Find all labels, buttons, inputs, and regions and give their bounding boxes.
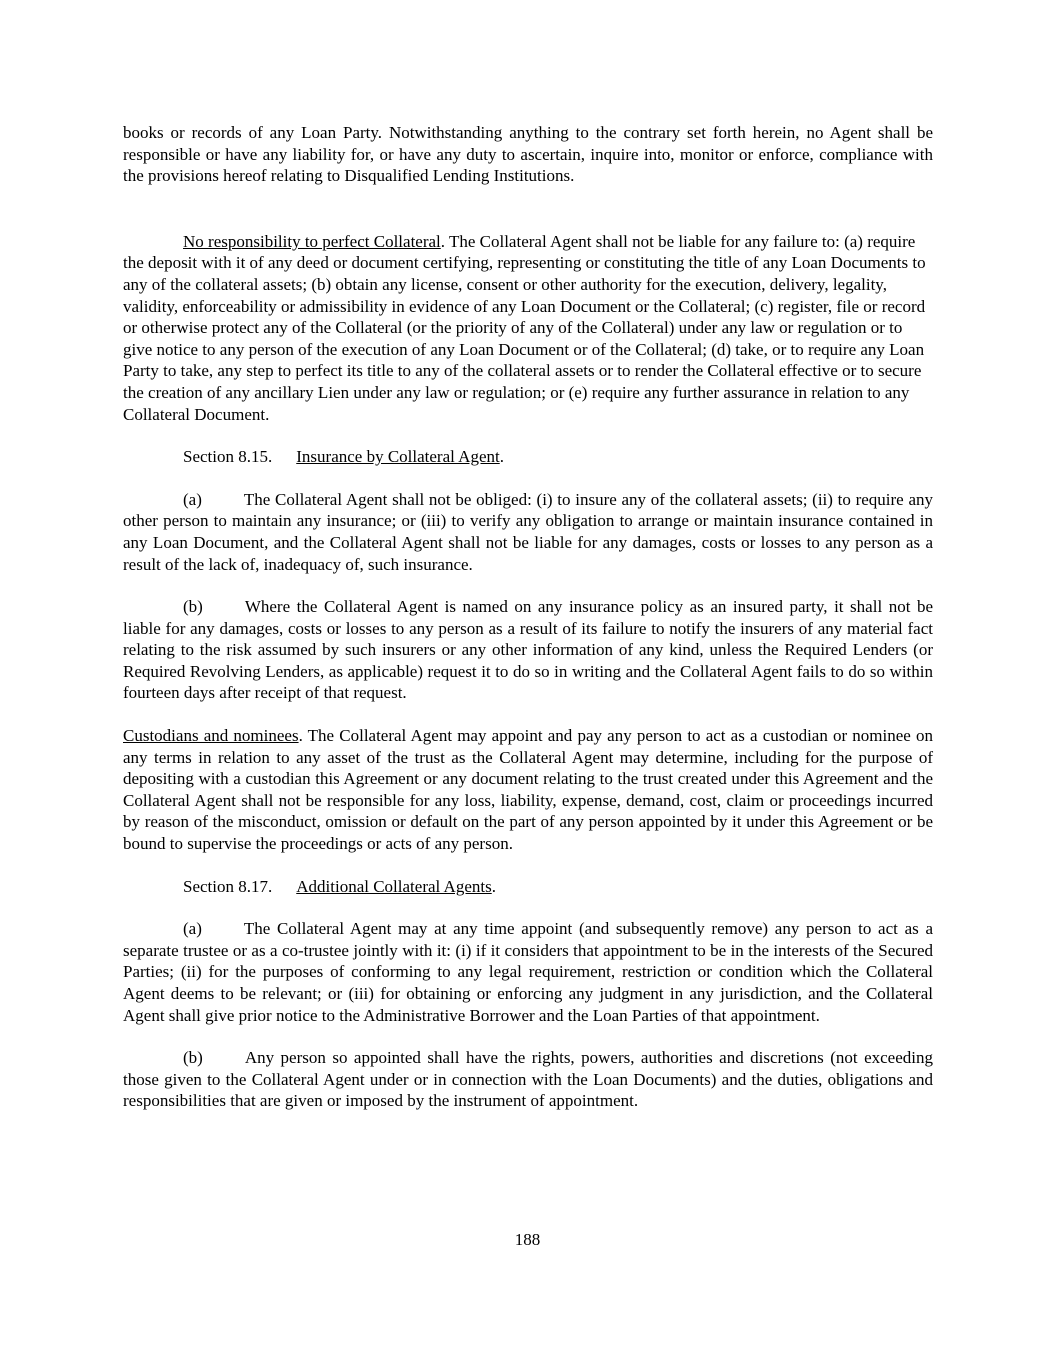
paragraph-8-17-a [123, 918, 933, 1026]
section-title-period: . [491, 876, 496, 896]
list-marker: (a) [183, 489, 202, 509]
list-marker: (b) [183, 597, 203, 617]
section-title-underlined: Additional Collateral Agents [296, 876, 492, 896]
paragraph-body-text: . The Collateral Agent may appoint and pay any person to act as a custodian or nominee on any terms in relation to any asset of the trust as the Collateral Agent may determine, including for the purpose of depositing with a custodian this Agreement or any document relating to the trust created under this Agreement and the Collateral Agent shall not be responsible for any loss, liability, expense, demand, cost, claim or proceedings incurred by reason of the misconduct, omission or default on the part of any person appointed by it under this Agreement or be bound to supervise the proceedings or acts of any person. [123, 726, 934, 854]
list-marker: (a) [183, 919, 202, 939]
paragraph-lead-underlined: Custodians and nominees [123, 726, 299, 746]
paragraph-body-text: The Collateral Agent shall not be obliged: (i) to insure any of the collateral assets; (ii) to require any other person to maintain any insurance; or (iii) to verify any obligation to arrange or maintain insurance contained in any Loan Document, and the Collateral Agent shall not be liable for any damages, costs or losses to any person as a result of the lack of, inadequacy of, such insurance. [123, 489, 933, 574]
paragraph-continuation: books or records of any Loan Party. Notwithstanding anything to the contrary set forth herein, no Agent shall be responsible or have any liability for, or have any duty to ascertain, inquire into, monitor or enforce, compliance with the provisions hereof relating to Disqualified Lending Institutions. [123, 123, 933, 186]
section-heading-8-15 [123, 446, 933, 468]
paragraph-body-text: . The Collateral Agent shall not be liable for any failure to: (a) require the deposit with it of any deed or document certifying, representing or constituting the title of any Loan Documents to any of the collateral assets; (b) obtain any license, consent or other authority for the execution, delivery, legality, validity, enforceability or admissibility in evidence of any Loan Document or the Collateral; (c) register, file or record or otherwise protect any of the Collateral (or the priority of any of the Collateral) under any law or regulation or to give notice to any person of the execution of any Loan Document or of the Collateral; (d) take, or to require any Loan Party to take, any step to perfect its title to any of the collateral assets or to render the Collateral effective or to secure the creation of any ancillary Lien under any law or regulation; or (e) require any further assurance in relation to any Collateral Document. [123, 231, 926, 424]
paragraph-8-15-a [123, 489, 933, 575]
paragraph-8-15-b [123, 596, 933, 704]
section-title-underlined: Insurance by Collateral Agent [296, 447, 500, 467]
section-label: Section 8.15. [183, 447, 273, 467]
paragraph-body-text: Any person so appointed shall have the rights, powers, authorities and discretions (not exceeding those given to the Collateral Agent under or in connection with the Loan Documents) and the duties, obligations and responsibilities that are given or imposed by the instrument of appointment. [123, 1048, 933, 1111]
paragraph-8-17-b [123, 1047, 933, 1112]
paragraph-body-text: The Collateral Agent may at any time appoint (and subsequently remove) any person to act as a separate trustee or as a co-trustee jointly with it: (i) if it considers that appointment to be in the interests of the Secured Parties; (ii) for the purposes of conforming to any legal requirement, restriction or condition which the Collateral Agent deems to be relevant; or (iii) for obtaining or enforcing any judgment in any jurisdiction, and the Collateral Agent shall give prior notice to the Administrative Borrower and the Loan Parties of that appointment. [123, 919, 933, 1025]
paragraph-custodians [123, 725, 933, 855]
paragraph-body-text: Where the Collateral Agent is named on any insurance policy as an insured party, it shall not be liable for any damages, costs or losses to any person as a result of its failure to notify the insurers of any material fact relating to the risk assumed by such insurers or any other information of any kind, unless the Required Lenders (or Required Revolving Lenders, as applicable) request it to do so in writing and the Collateral Agent fails to do so within fourteen days after receipt of that request. [123, 597, 933, 703]
section-label: Section 8.17. [183, 876, 273, 896]
paragraph-no-responsibility [123, 231, 933, 425]
paragraph-lead-underlined: No responsibility to perfect Collateral [183, 231, 441, 251]
list-marker: (b) [183, 1048, 203, 1068]
section-title-period: . [499, 447, 504, 467]
page-number: 188 [514, 1230, 541, 1249]
document-page [123, 122, 933, 1112]
section-heading-8-17 [123, 876, 933, 898]
